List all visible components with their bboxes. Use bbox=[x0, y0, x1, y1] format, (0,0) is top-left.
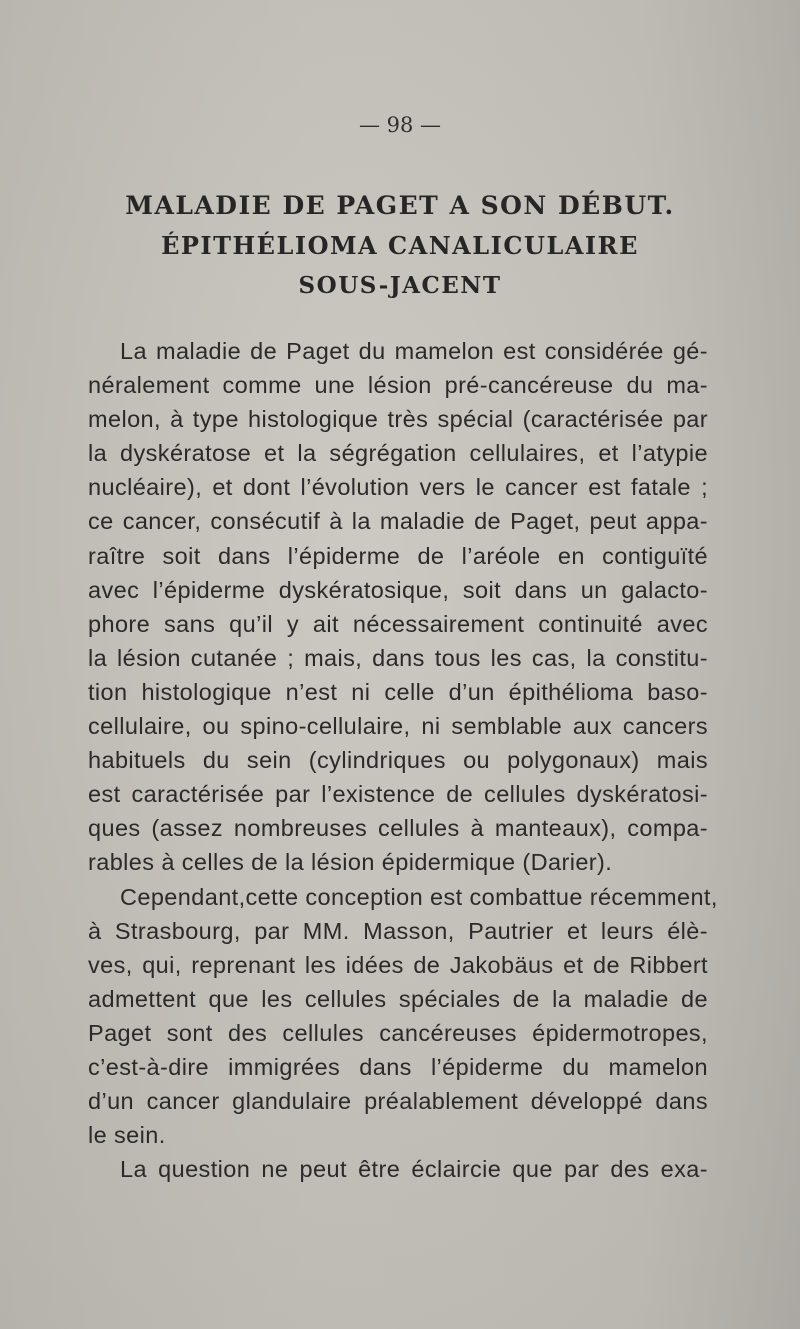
text-line: néralement comme une lésion pré-cancéreuse du ma- bbox=[88, 372, 708, 399]
chapter-title bbox=[0, 186, 800, 306]
text-line: ves, qui, reprenant les idées de Jakobäus et de Ribbert bbox=[88, 951, 708, 978]
text-line: raître soit dans l’épiderme de l’aréole en contiguïté bbox=[88, 542, 708, 569]
title-line-2: ÉPITHÉLIOMA CANALICULAIRE bbox=[161, 231, 639, 260]
text-line: ques (assez nombreuses cellules à manteaux), compa- bbox=[88, 815, 708, 842]
text-line: La question ne peut être éclaircie que par des exa- bbox=[120, 1156, 708, 1183]
text-line: phore sans qu’il y ait nécessairement continuité avec bbox=[88, 610, 708, 637]
text-line: rables à celles de la lésion épidermique (Darier). bbox=[88, 849, 613, 876]
text-line: Cependant,cette conception est combattue récemment, bbox=[120, 883, 718, 910]
text-line: tion histologique n’est ni celle d’un épithélioma baso- bbox=[88, 678, 708, 705]
text-line: est caractérisée par l’existence de cellules dyskératosi- bbox=[88, 781, 708, 808]
text-line: habituels du sein (cylindriques ou polygonaux) mais bbox=[88, 747, 708, 774]
text-line: La maladie de Paget du mamelon est considérée gé- bbox=[120, 338, 708, 364]
text-line: d’un cancer glandulaire préalablement développé dans bbox=[88, 1088, 708, 1115]
text-line: à Strasbourg, par MM. Masson, Pautrier et leurs élè- bbox=[88, 917, 708, 944]
text-line: cellulaire, ou spino-cellulaire, ni semblable aux cancers bbox=[88, 713, 708, 740]
text-line: admettent que les cellules spéciales de la maladie de bbox=[88, 985, 708, 1012]
text-line: le sein. bbox=[88, 1122, 166, 1149]
text-line: c’est-à-dire immigrées dans l’épiderme du mamelon bbox=[88, 1053, 708, 1080]
text-line: ce cancer, consécutif à la maladie de Paget, peut appa- bbox=[88, 508, 708, 535]
text-line: melon, à type histologique très spécial (caractérisée par bbox=[88, 406, 708, 433]
body-text bbox=[88, 334, 718, 1186]
text-line: la dyskératose et la ségrégation cellulaires, et l’atypie bbox=[88, 440, 708, 467]
text-line: avec l’épiderme dyskératosique, soit dans un galacto- bbox=[88, 576, 708, 603]
text-line: la lésion cutanée ; mais, dans tous les cas, la constitu- bbox=[88, 644, 708, 671]
text-line: Paget sont des cellules cancéreuses épidermotropes, bbox=[88, 1019, 708, 1046]
title-line-3: SOUS-JACENT bbox=[298, 272, 502, 299]
page-number: — 98 — bbox=[358, 113, 442, 137]
text-line: nucléaire), et dont l’évolution vers le cancer est fatale ; bbox=[88, 474, 708, 501]
title-line-1: MALADIE DE PAGET A SON DÉBUT. bbox=[125, 191, 675, 220]
